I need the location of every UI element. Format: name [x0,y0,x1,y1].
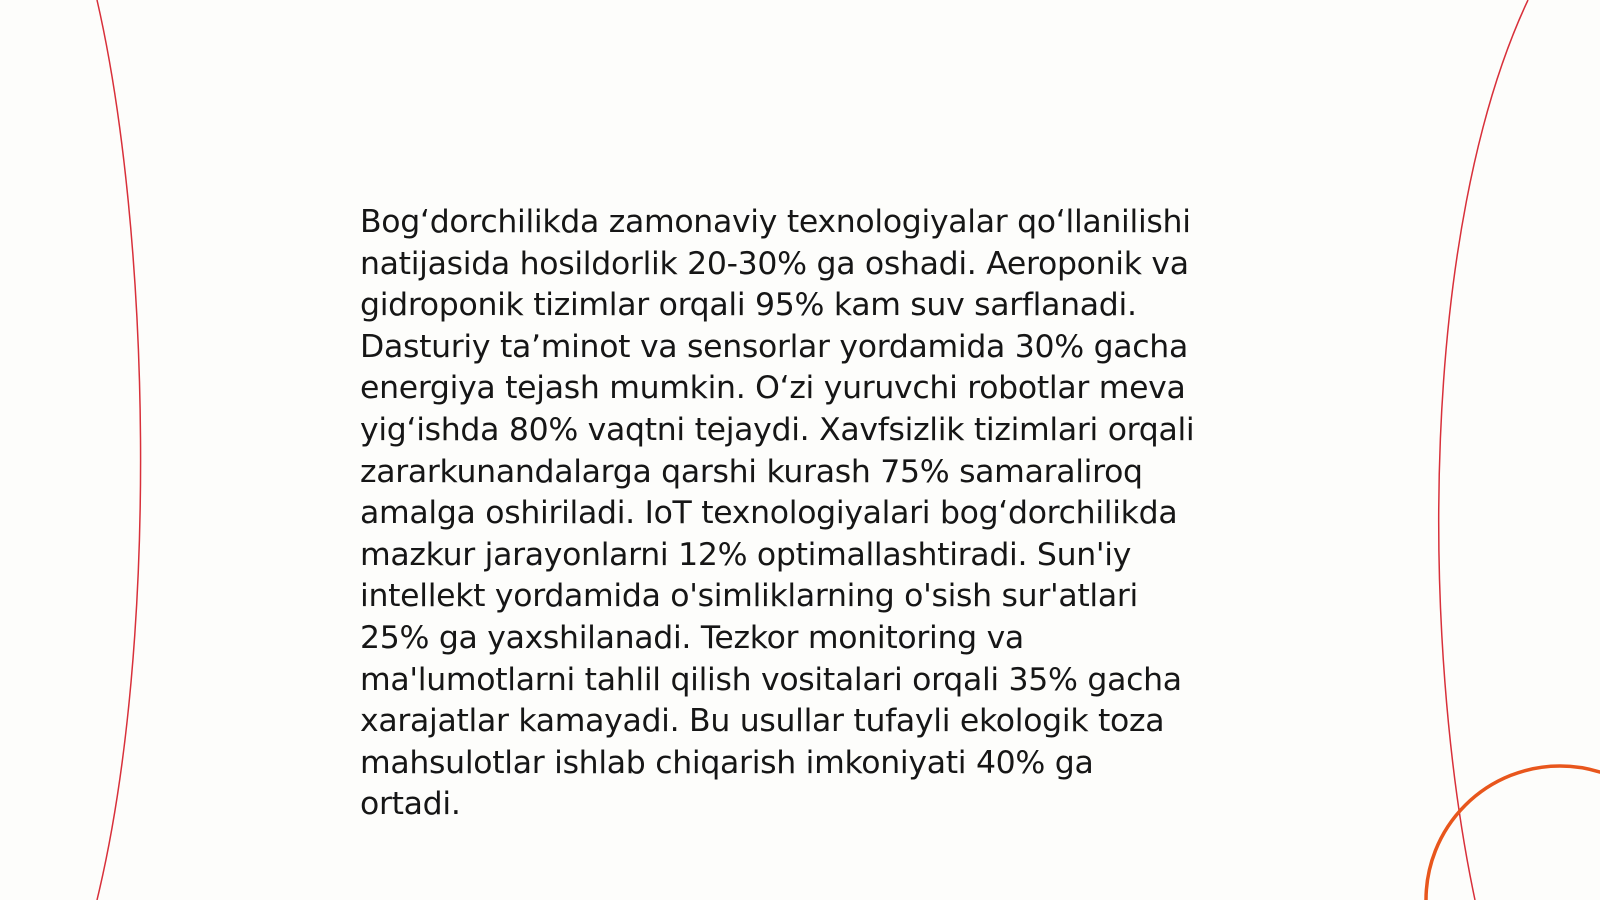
body-text-line: gidroponik tizimlar orqali 95% kam suv sarflanadi. [360,287,1137,324]
body-text-line: intellekt yordamida o'simliklarning o'sish sur'atlari [360,578,1138,615]
right-curve-line [1439,0,1528,900]
body-text-line: ma'lumotlarni tahlil qilish vositalari orqali 35% gacha [360,661,1182,698]
body-text-line: mazkur jarayonlarni 12% optimallashtiradi. Sun'iy [360,536,1132,573]
slide-body-text [360,202,1240,826]
body-text-line: yigʻishda 80% vaqtni tejaydi. Xavfsizlik tizimlari orqali [360,411,1195,448]
body-text-line: 25% ga yaxshilanadi. Tezkor monitoring va [360,619,1024,656]
body-text-line: natijasida hosildorlik 20-30% ga oshadi. Aeroponik va [360,245,1189,282]
body-text-line: energiya tejash mumkin. Oʻzi yuruvchi robotlar meva [360,370,1186,407]
body-text-line: mahsulotlar ishlab chiqarish imkoniyati 40% ga [360,744,1094,781]
orange-circle-accent [1426,766,1600,900]
left-curve-line [97,0,141,900]
body-text-line: ortadi. [360,786,461,823]
body-text-line: Dasturiy taʼminot va sensorlar yordamida 30% gacha [360,328,1188,365]
body-text-line: amalga oshiriladi. IoT texnologiyalari bogʻdorchilikda [360,495,1178,532]
body-text-line: Bogʻdorchilikda zamonaviy texnologiyalar qoʻllanilishi [360,204,1191,240]
body-text-line: xarajatlar kamayadi. Bu usullar tufayli ekologik toza [360,703,1165,740]
body-text-line: zararkunandalarga qarshi kurash 75% samaraliroq [360,453,1143,490]
